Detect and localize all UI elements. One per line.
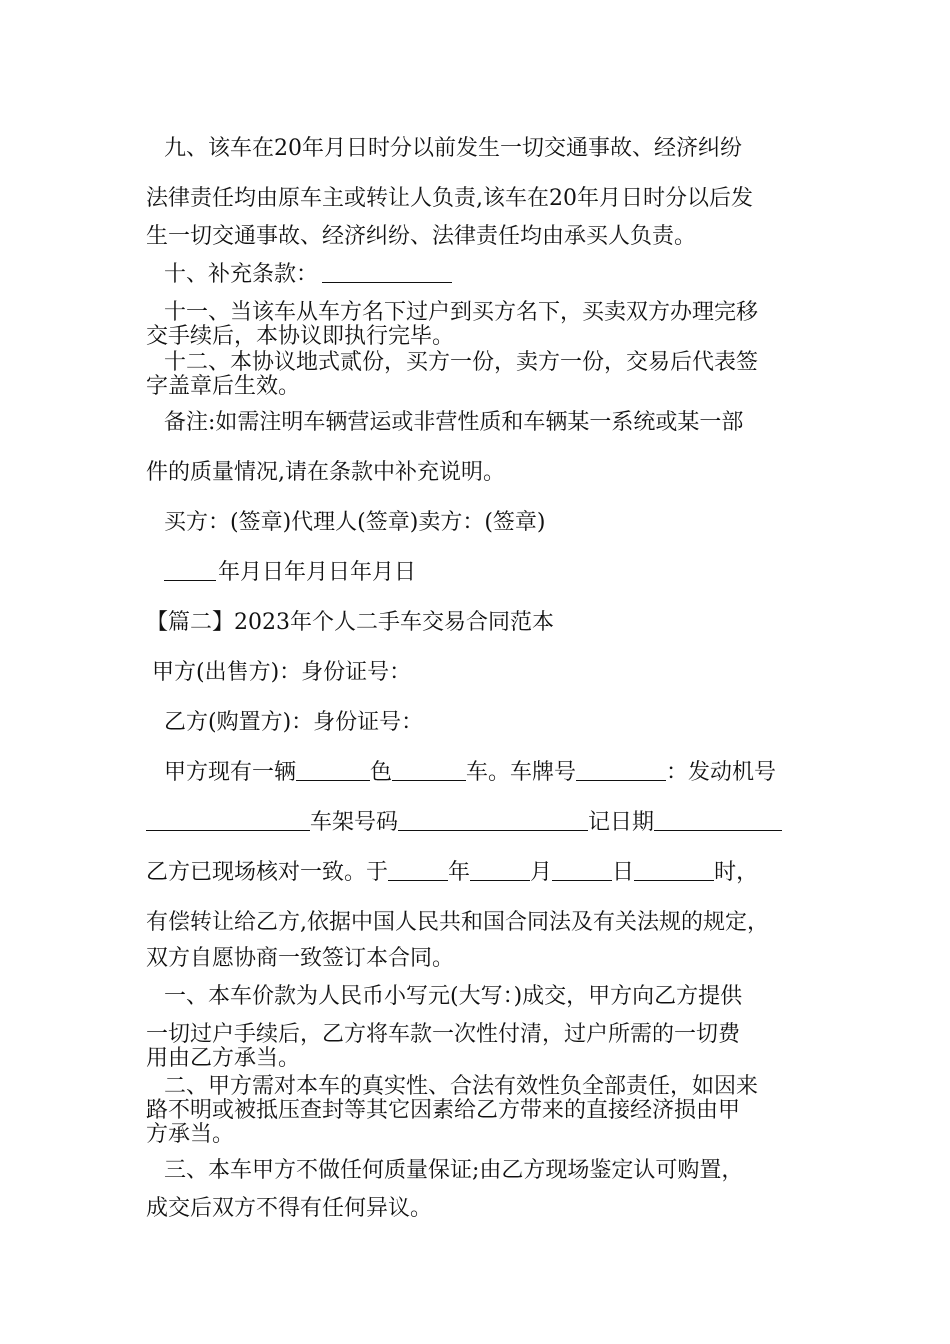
clause-12-line-1: 十二、本协议地式贰份，买方一份，卖方一份，交易后代表签 [164,350,759,375]
article-3-line-2: 成交后双方不得有任何异议。 [146,1196,433,1221]
article-2-line-3: 方承当。 [146,1122,235,1147]
clause-10-label: 十、补充条款： [164,262,319,287]
vehicle-blank-2 [392,760,466,781]
dates-text: 年月日年月日年月日 [218,560,417,585]
party-a-line: 甲方(出售方)：身份证号： [152,660,412,685]
article-3-line-1: 三、本车甲方不做任何质量保证;由乙方现场鉴定认可购置， [164,1158,744,1183]
clause-11-line-1: 十一、当该车从车方名下过户到买方名下，买卖双方办理完移 [164,300,759,325]
day-label: 日 [612,860,635,885]
register-date-label: 记日期 [588,810,655,835]
frame-label: 车架号码 [310,810,399,835]
party-b-line: 乙方(购置方)：身份证号： [164,710,424,735]
dates-line [164,560,416,586]
clause-9-line-1: 九、该车在20年月日时分以前发生一切交通事故、经济纠纷 [164,136,742,161]
month-label: 月 [530,860,553,885]
article-2-line-2: 路不明或被抵压查封等其它因素给乙方带来的直接经济损由甲 [146,1098,741,1123]
article-2-line-1: 二、甲方需对本车的真实性、合法有效性负全部责任，如因来 [164,1074,759,1099]
signatures-line: 买方：(签章)代理人(签章)卖方：(签章) [164,510,546,535]
clause-9-line-2: 法律责任均由原车主或转让人负责,该车在20年月日时分以后发 [146,186,753,211]
vehicle-info-line-2 [146,810,782,836]
engine-blank [146,810,310,831]
year-label: 年 [448,860,471,885]
hour-blank [634,860,714,881]
remark-line-1: 备注:如需注明车辆营运或非营性质和车辆某一系统或某一部 [164,410,744,435]
transfer-line-2: 双方自愿协商一致签订本合同。 [146,946,455,971]
clause-10 [164,262,452,288]
article-1-line-1: 一、本车价款为人民币小写元(大写：)成交，甲方向乙方提供 [164,984,743,1009]
supplementary-blank [322,262,452,283]
frame-blank [398,810,588,831]
day-blank [552,860,612,881]
plate-label: 车。车牌号 [466,760,577,785]
article-1-line-2: 一切过户手续后，乙方将车款一次性付清，过户所需的一切费 [146,1022,741,1047]
plate-blank [576,760,666,781]
transfer-line-1: 有偿转让给乙方,依据中国人民共和国合同法及有关法规的规定， [146,910,769,935]
verification-line [146,860,758,886]
register-date-blank [654,810,782,831]
vehicle-info-line-1 [164,760,776,786]
clause-11-line-2: 交手续后，本协议即执行完毕。 [146,324,455,349]
vehicle-blank-1 [296,760,370,781]
remark-line-2: 件的质量情况,请在条款中补充说明。 [146,460,505,485]
vehicle-color-label: 色 [370,760,393,785]
clause-12-line-2: 字盖章后生效。 [146,374,301,399]
clause-9-line-3: 生一切交通事故、经济纠纷、法律责任均由承买人负责。 [146,224,697,249]
hour-label: 时， [714,860,759,885]
engine-label: ：发动机号 [666,760,777,785]
vehicle-have-label: 甲方现有一辆 [164,760,297,785]
date-blank [164,560,216,581]
month-blank [470,860,530,881]
verification-label: 乙方已现场核对一致。于 [146,860,389,885]
section-2-title: 【篇二】2023年个人二手车交易合同范本 [146,610,554,635]
article-1-line-3: 用由乙方承当。 [146,1046,301,1071]
year-blank [388,860,448,881]
